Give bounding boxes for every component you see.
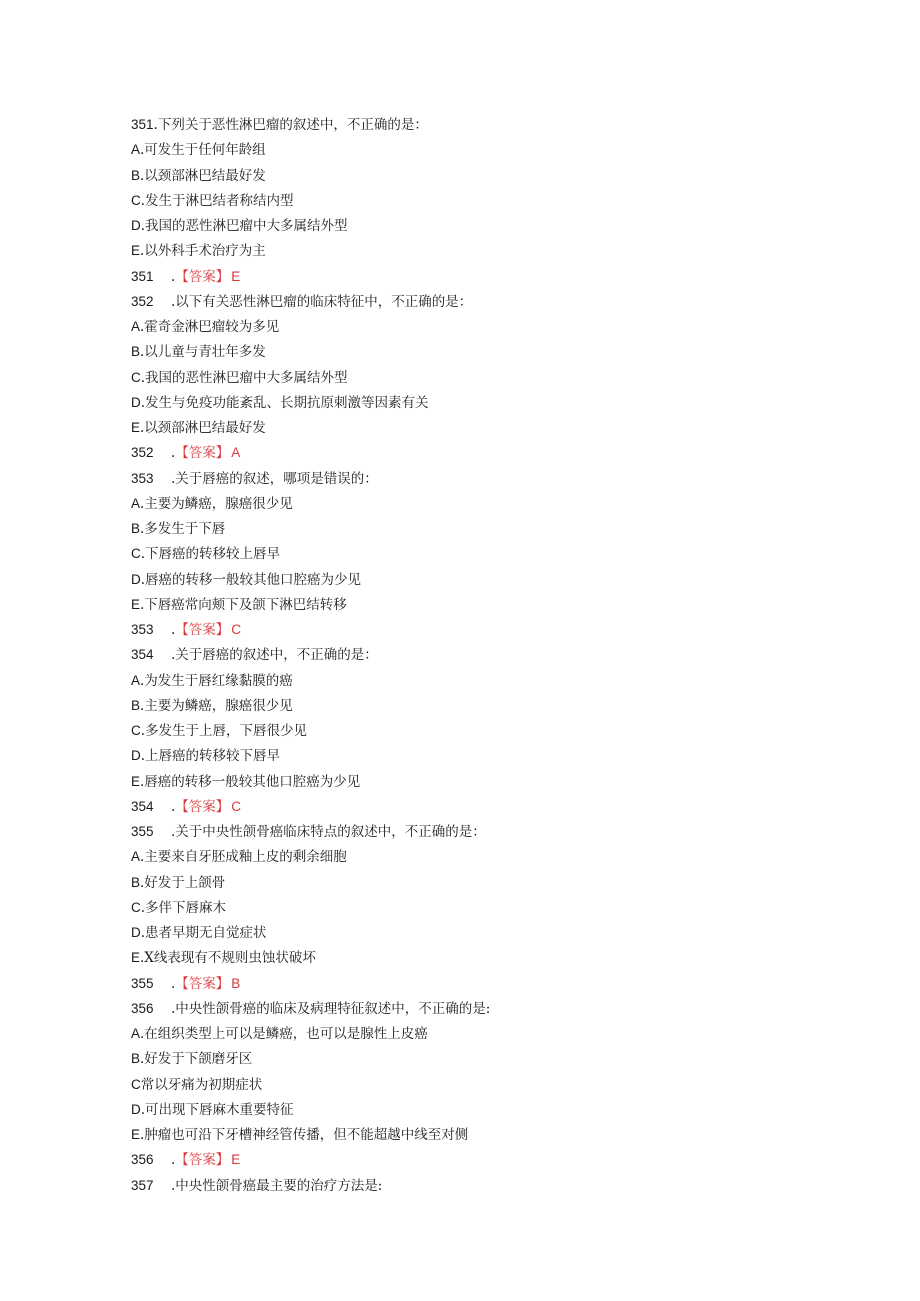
answer-label: 【答案】 <box>175 975 230 992</box>
option-text: .患者早期无自觉症状 <box>140 925 267 941</box>
option-line <box>131 668 851 693</box>
option-line <box>131 137 851 162</box>
option-line <box>131 415 851 440</box>
option-letter: D <box>131 925 141 940</box>
option-text: .我国的恶性淋巴瘤中大多属结外型 <box>140 218 348 234</box>
option-letter: B <box>131 167 141 183</box>
answer-line <box>131 264 851 289</box>
option-line <box>131 163 851 188</box>
option-letter: B <box>131 697 141 713</box>
option-text: .可发生于任何年龄组 <box>140 142 266 159</box>
question-text: .关于唇癌的叙述，哪项是错误的： <box>171 470 378 487</box>
question-stem <box>131 996 851 1021</box>
option-letter: D <box>131 394 141 410</box>
option-letter: C <box>131 192 141 208</box>
question-text: .以下有关恶性淋巴瘤的临床特征中，不正确的是： <box>171 293 473 310</box>
option-text: .为发生于唇红缘黏膜的癌 <box>140 672 293 689</box>
answer-line <box>131 794 851 819</box>
question-number: 353 <box>131 470 154 486</box>
option-text: .在组织类型上可以是鳞癌，也可以是腺性上皮癌 <box>140 1026 428 1042</box>
answer-key: A <box>231 445 241 461</box>
answer-number: 353 <box>131 622 154 637</box>
option-letter: E <box>131 596 141 612</box>
option-letter: A <box>131 672 141 688</box>
option-text: .下唇癌的转移较上唇早 <box>140 546 281 563</box>
option-text: .多发生于上唇，下唇很少见 <box>140 723 308 739</box>
option-line <box>131 1046 851 1071</box>
answer-line <box>131 617 851 642</box>
option-text: .以颈部淋巴结最好发 <box>140 420 266 436</box>
answer-dot: . <box>171 975 176 992</box>
question-stem <box>131 819 851 844</box>
answer-key: C <box>231 798 242 814</box>
option-letter: A <box>131 1026 141 1041</box>
option-line <box>131 365 851 390</box>
option-letter: D <box>131 1101 141 1117</box>
option-text: .可出现下唇麻木重要特征 <box>140 1101 294 1118</box>
question-document <box>131 112 851 1198</box>
option-text: .以儿童与青壮年多发 <box>140 344 266 361</box>
option-line <box>131 516 851 541</box>
answer-line <box>131 440 851 465</box>
option-line <box>131 870 851 895</box>
option-line <box>131 945 851 970</box>
answer-label: 【答案】 <box>175 268 230 285</box>
answer-key: E <box>231 268 241 284</box>
answer-dot: . <box>171 622 176 638</box>
question-text: .中央性颌骨癌最主要的治疗方法是: <box>171 1177 383 1194</box>
option-line <box>131 390 851 415</box>
option-letter: A <box>131 142 141 158</box>
answer-label: 【答案】 <box>175 798 230 815</box>
option-line <box>131 844 851 869</box>
option-letter: C <box>131 723 141 738</box>
option-letter: E <box>131 243 141 259</box>
option-text: .唇癌的转移一般较其他口腔癌为少见 <box>140 571 362 588</box>
option-letter: D <box>131 218 141 233</box>
option-line <box>131 339 851 364</box>
question-stem <box>131 1173 851 1198</box>
option-letter: B <box>131 344 141 360</box>
answer-label: 【答案】 <box>175 622 230 638</box>
option-line <box>131 592 851 617</box>
option-text: .霍奇金淋巴瘤较为多见 <box>140 319 280 335</box>
option-letter: A <box>131 495 141 511</box>
question-text: .关于中央性颌骨癌临床特点的叙述中，不正确的是： <box>171 824 486 840</box>
option-text: .多伴下唇麻木 <box>140 899 227 916</box>
answer-number: 355 <box>131 975 154 991</box>
option-text: .下唇癌常向颊下及颌下淋巴结转移 <box>140 596 347 613</box>
option-line <box>131 541 851 566</box>
answer-line <box>131 1147 851 1172</box>
question-text: .中央性颌骨癌的临床及病理特征叙述中，不正确的是: <box>171 1000 491 1017</box>
option-line <box>131 1097 851 1122</box>
option-line <box>131 491 851 516</box>
option-letter: D <box>131 748 141 764</box>
answer-dot: . <box>171 1152 176 1169</box>
option-line <box>131 1072 851 1097</box>
option-text: .上唇癌的转移较下唇早 <box>140 748 281 765</box>
question-number: 351 <box>131 117 154 132</box>
answer-key: C <box>231 622 242 637</box>
answer-key: E <box>231 1152 241 1168</box>
option-text: .多发生于下唇 <box>140 521 226 537</box>
option-line <box>131 718 851 743</box>
option-line <box>131 567 851 592</box>
question-number: 354 <box>131 647 154 663</box>
option-text: .唇癌的转移一般较其他口腔癌为少见 <box>140 773 361 790</box>
option-letter: C <box>131 899 141 915</box>
question-text: .下列关于恶性淋巴瘤的叙述中，不正确的是： <box>153 117 428 133</box>
answer-dot: . <box>171 268 176 285</box>
option-text: .肿瘤也可沿下牙槽神经管传播，但不能超越中线至对侧 <box>140 1127 469 1143</box>
option-letter: C <box>131 1076 141 1092</box>
option-letter: B <box>131 874 141 890</box>
option-letter: A <box>131 319 141 334</box>
option-line <box>131 213 851 238</box>
answer-line <box>131 971 851 996</box>
answer-dot: . <box>171 445 176 462</box>
option-letter: A <box>131 849 141 865</box>
option-line <box>131 1122 851 1147</box>
option-text: .主要为鳞癌，腺癌很少见 <box>140 495 293 512</box>
question-number: 355 <box>131 824 154 839</box>
question-text: .关于唇癌的叙述中，不正确的是： <box>171 647 378 664</box>
option-line <box>131 188 851 213</box>
option-letter: E <box>131 420 141 435</box>
answer-dot: . <box>171 798 176 815</box>
option-letter: C <box>131 369 141 385</box>
option-text: .好发于上颌骨 <box>140 874 226 891</box>
option-text: .好发于下颌磨牙区 <box>140 1051 253 1068</box>
option-text: .主要为鳞癌，腺癌很少见 <box>140 697 293 714</box>
option-text: 常以牙痛为初期症状 <box>140 1076 263 1093</box>
option-line <box>131 314 851 339</box>
option-line <box>131 895 851 920</box>
option-letter: E <box>131 1127 141 1142</box>
option-line <box>131 238 851 263</box>
option-letter: C <box>131 546 141 562</box>
option-text: .发生于淋巴结者称结内型 <box>140 192 294 209</box>
answer-label: 【答案】 <box>175 1152 230 1169</box>
question-number: 352 <box>131 293 154 309</box>
option-line <box>131 1021 851 1046</box>
option-text: .以颈部淋巴结最好发 <box>140 167 266 184</box>
answer-key: B <box>231 975 241 991</box>
answer-number: 352 <box>131 445 154 461</box>
answer-label: 【答案】 <box>175 445 230 462</box>
question-stem <box>131 289 851 314</box>
question-stem <box>131 642 851 667</box>
option-line <box>131 693 851 718</box>
option-letter: E <box>131 773 141 789</box>
option-letter: E <box>131 950 141 966</box>
option-letter: B <box>131 521 141 536</box>
option-text: .我国的恶性淋巴瘤中大多属结外型 <box>140 369 348 386</box>
question-stem <box>131 112 851 137</box>
answer-number: 354 <box>131 798 154 814</box>
option-letter: B <box>131 1051 141 1067</box>
option-text: .发生与免疫功能紊乱、长期抗原刺激等因素有关 <box>140 394 429 411</box>
option-line <box>131 769 851 794</box>
answer-number: 351 <box>131 268 154 284</box>
option-text: .以外科手术治疗为主 <box>140 243 266 260</box>
question-number: 356 <box>131 1000 154 1016</box>
option-letter: D <box>131 571 141 587</box>
question-number: 357 <box>131 1177 154 1193</box>
option-text: .X线表现有不规则虫蚀状破坏 <box>140 950 316 967</box>
option-line <box>131 920 851 945</box>
option-line <box>131 743 851 768</box>
option-text: .主要来自牙胚成釉上皮的剩余细胞 <box>140 849 347 866</box>
question-stem <box>131 466 851 491</box>
answer-number: 356 <box>131 1152 154 1168</box>
